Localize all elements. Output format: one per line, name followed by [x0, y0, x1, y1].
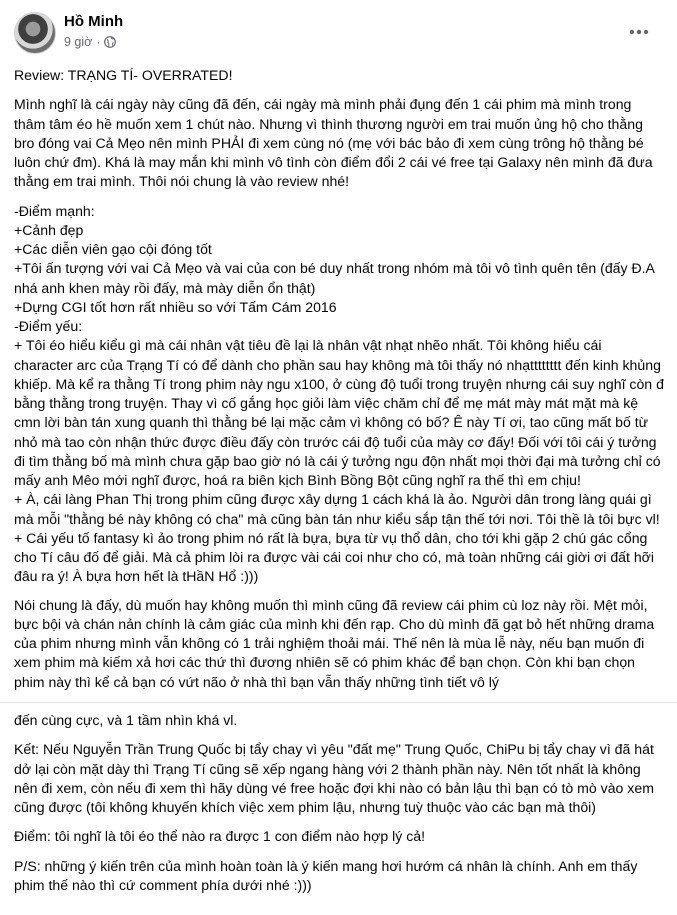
globe-icon[interactable]: [104, 36, 116, 48]
weakness-item: + Tôi éo hiểu kiểu gì mà cái nhân vật tiêu đề lại là nhân vật nhạt nhẽo nhất. Tôi không hiểu cái character arc của Trạng Tí có để dành cho phần sau hay không mà tôi thấy nó nhạtttttttt đến kinh khủng khiếp. Mà kể ra thằng Tí trong phim này ngu x100, ở cùng độ tuổi trong truyện nhưng cái suy nghĩ còn đ bằng thằng trong truyện. Thay vì cố gắng học giỏi làm việc chăm chỉ để mẹ mát mày mát mặt mà kệ cmn lời bàn tán xung quanh thì thằng bé lại mặc cảm vì không có bố? Ê này Tí ơi, tao cũng mất bố từ nhỏ mà tao còn nhận thức được điều đấy còn trước cái độ tuổi của mày cơ đấy! Đối với tôi cái ý tưởng đi tìm thằng bố mà mình chưa gặp bao giờ nó là cái ý tưởng ngu độn nhất mọi thời đại mà tưởng chỉ có mấy anh Mêo mới nghĩ được, hoá ra biên kịch Bình Bồng Bột cũng nghĩ ra thế thì em chịu!: [14, 337, 664, 488]
post-ps: P/S: những ý kiến trên của mình hoàn toàn là ý kiến mang hơi hướm cá nhân là chính. Anh em thấy phim thế nào thì cứ comment phía dưới nhé :))): [14, 857, 638, 893]
strength-item: +Các diễn viên gạo cội đóng tốt: [14, 241, 212, 257]
post-intro: Mình nghĩ là cái ngày này cũng đã đến, cái ngày mà mình phải đụng đến 1 cái phim mà mình trong thâm tâm éo hề muốn xem 1 chút nào. Nhưng vì thình thương người em trai muốn ủng hộ cho thằng bro đóng vai Cả Mẹo nên mình PHẢI đi xem cùng nó (mẹ với bác bảo đi xem cùng trông hộ thằng bé luôn chứ đm). Khá là may mắn khi mình vô tình còn điểm đổi 2 cái vé free tại Galaxy nên mình đã đưa thằng em trai mình. Thôi nói chung là vào review nhé!: [14, 96, 653, 190]
more-options-icon[interactable]: [621, 14, 657, 50]
weaknesses-heading: -Điểm yếu:: [14, 318, 83, 334]
post-header: [0, 0, 677, 60]
post-time[interactable]: 9 giờ: [64, 35, 93, 49]
post-verdict: Kết: Nếu Nguyễn Trần Trung Quốc bị tẩy chay vì yêu "đất mẹ" Trung Quốc, ChiPu bị tẩy chay vì đã hát dở lại còn mặt dày thì Trạng Tí cũng sẽ xếp ngang hàng với 2 thành phần này. Nên tốt nhất là không nên đi xem, còn nếu đi xem thì hãy dùng vé free hoặc đợi khi nào có bản lậu thì bạn có tò mò vào xem cũng được (tôi không khuyến khích việc xem phim lậu, nhưng tuỳ thuộc vào các bạn mà thôi): [14, 741, 654, 815]
post-body-continued: [14, 711, 664, 895]
divider: [0, 702, 677, 703]
strength-item: +Cảnh đẹp: [14, 221, 84, 238]
post-conclusion-tail: đến cùng cực, và 1 tầm nhìn khá vl.: [14, 712, 238, 728]
author-avatar[interactable]: [14, 12, 56, 54]
weakness-item: + Cái yếu tố fantasy kì ảo trong phim nó rất là bựa, bựa từ vụ thổ dân, cho tới khi gặp 2 chú gác cổng cho Tí câu đố để giải. Mà cả phim lòi ra được vài cái coi như cho có, mà toàn những cái giời ơi đất hỡi đâu ra ý! À bựa hơn hết là tHầN Hổ :))): [14, 529, 655, 585]
strength-item: +Dựng CGI tốt hơn rất nhiều so với Tấm Cám 2016: [14, 298, 337, 315]
author-name[interactable]: Hồ Minh: [64, 13, 124, 30]
strength-item: +Tôi ấn tượng với vai Cả Mẹo và vai của con bé duy nhất trong nhóm mà tôi vô tình quên tên (đấy Đ.A nhá anh khen mày rồi đấy, mà mày diễn ổn thật): [14, 260, 655, 296]
post-body: [14, 66, 664, 692]
weakness-item: + À, cái làng Phan Thị trong phim cũng được xây dựng 1 cách khá là ảo. Người dân trong làng quái gì mà mỗi "thằng bé này không có cha" mà cũng bàn tán như kiểu sắp tận thế tới nơi. Tôi thề là tôi bực vl!: [14, 491, 660, 527]
post-score: Điểm: tôi nghĩ là tôi éo thể nào ra được 1 con điểm nào hợp lý cả!: [14, 828, 426, 845]
post-meta: [64, 35, 116, 49]
post-conclusion: Nói chung là đấy, dù muốn hay không muốn thì mình cũng đã review cái phim cù loz này rồi. Mệt mỏi, bực bội và chán nản chính là cảm giác của mình khi đến rạp. Cho dù mình đã gạt bỏ hết những drama của phim nhưng mình vẫn không có 1 trải nghiệm thoải mái. Thế nên là mùa lễ này, nếu bạn muốn đi xem phim mà kiếm xả hơi các thứ thì đương nhiên sẽ có phim khác để bạn chọn. Còn khi bạn chọn phim này thì kể cả bạn có vứt não ở nhà thì bạn vẫn thấy những tình tiết vô lý: [14, 596, 655, 690]
post-title: Review: TRẠNG TÍ- OVERRATED!: [14, 67, 233, 83]
meta-separator: ·: [96, 35, 101, 49]
strengths-heading: -Điểm mạnh:: [14, 202, 95, 219]
